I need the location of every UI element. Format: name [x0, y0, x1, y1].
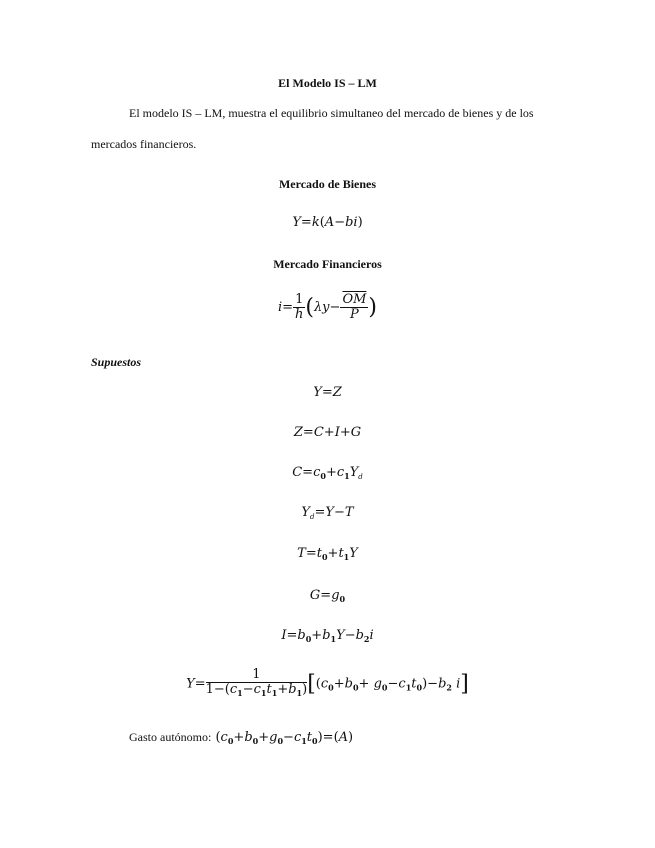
equation-7: $I=b_0+b_1Y-b_2i$ — [281, 628, 374, 644]
equation-5: $T=t_0+t_1Y$ — [297, 546, 358, 562]
equation-is-curve: Y=k(A−bi) — [292, 215, 363, 230]
equation-4: $Y_d=Y-T$ — [301, 505, 354, 521]
intro-line-2: mercados financieros. — [91, 137, 197, 151]
equation-6: $G=g_0$ — [309, 588, 346, 604]
section-financial-market: Mercado Financieros — [273, 257, 382, 271]
section-goods-market: Mercado de Bienes — [278, 177, 377, 191]
autonomous-label: Gasto autónomo: — [129, 730, 212, 744]
equation-3: $C=c_0+c_1Y_d$ — [292, 465, 363, 481]
section-assumptions: Supuestos — [91, 355, 142, 369]
equation-2: Z=C+I+G — [293, 425, 362, 440]
intro-line-1: El modelo IS – LM, muestra el equilibrio simultaneo del mercado de bienes y de los — [129, 106, 534, 120]
equation-lm-curve: i= $\frac{1}{h}$ (λy− $\frac{\overline{OM}}{P}$ ) — [277, 292, 377, 322]
autonomous-spending: Gasto autónomo: $(c_0+b_0+g_0-c_1t_0)=(A)$ — [129, 730, 354, 746]
document-title: El Modelo IS – LM — [278, 76, 377, 90]
equation-8: Y= $\frac{1}{1-(c_1-c_1t_1+b_1)}$ [$(c_0+b_0+ g_0-c_1t_0)-b_2$ i] — [186, 667, 469, 698]
equation-1: Y=Z — [313, 385, 342, 400]
